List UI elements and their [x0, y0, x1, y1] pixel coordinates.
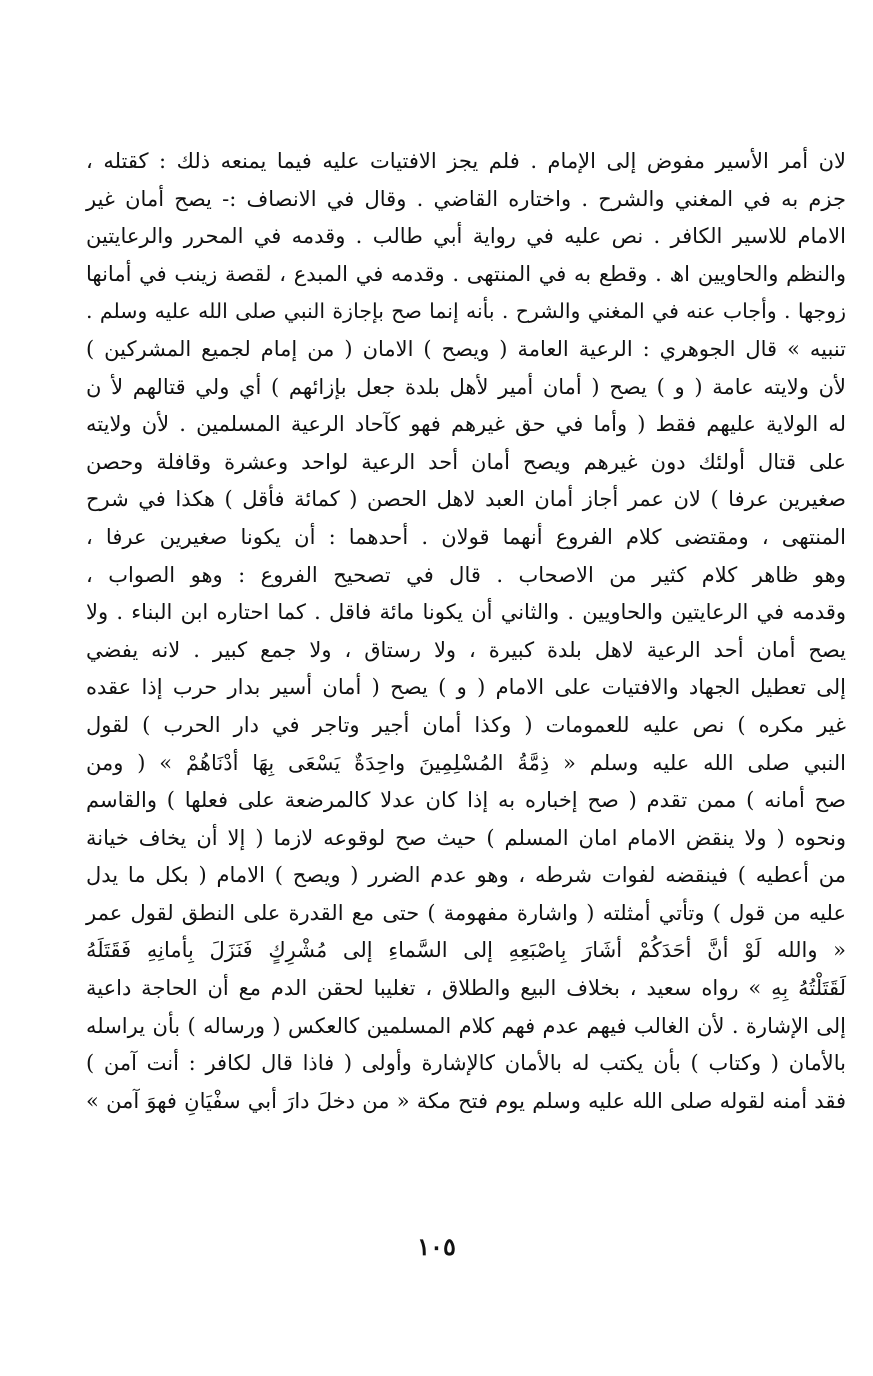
text-line: إلى تعطيل الجهاد والافتيات على الامام ( و ) يصح ( أمان أسير بدار حرب إذا عقده — [86, 675, 846, 700]
text-line: عليه من قول ) وتأتي أمثلته ( واشارة مفهومة ) حتى مع القدرة على النطق لقول عمر — [86, 900, 846, 925]
text-line: فقد أمنه لقوله صلى الله عليه وسلم يوم فتح مكة « من دخلَ دارَ أبي سفْيَانِ فهوَ آمن » — [86, 1088, 846, 1113]
text-line: من أعطيه ) فينقضه لفوات شرطه ، وهو عدم الضرر ( ويصح ) الامام ( بكل ما يدل — [86, 863, 846, 888]
text-line: صغيرين عرفا ) لان عمر أجاز أمان العبد لاهل الحصن ( كمائة فأقل ) هكذا في شرح — [86, 487, 846, 512]
text-line: الامام للاسير الكافر . نص عليه في رواية أبي طالب . وقدمه في المحرر والرعايتين — [86, 224, 846, 249]
page-number: ١٠٥ — [417, 1232, 456, 1261]
text-line: زوجها . وأجاب عنه في المغني والشرح . بأنه إنما صح بإجازة النبي صلى الله عليه وسلم . — [86, 299, 846, 324]
text-line: على قتال أولئك دون غيرهم ويصح أمان أحد الرعية لواحد وعشرة وقافلة وحصن — [86, 449, 846, 474]
text-line: لَقَتَلْتُهُ بِهِ » رواه سعيد ، بخلاف البيع والطلاق ، تغليبا لحقن الدم مع أن الحاجة داعية — [86, 976, 846, 1001]
text-line: تنبيه » قال الجوهري : الرعية العامة ( ويصح ) الامان ( من إمام لجميع المشركين ) — [86, 336, 846, 361]
text-line: غير مكره ) نص عليه للعمومات ( وكذا أمان أجير وتاجر في دار الحرب ) لقول — [86, 712, 846, 737]
text-line: له الولاية عليهم فقط ( وأما في حق غيرهم فهو كآحاد الرعية المسلمين . لأن ولايته — [86, 412, 846, 437]
text-line: « والله لَوْ أنَّ أحَدَكُمْ أشَارَ بِاصْبَعِهِ إلى السَّماءِ إلى مُشْرِكٍ فَنَزَلَ بِأمانِهِ فَقَتَلَهُ — [86, 938, 847, 963]
text-line: ونحوه ( ولا ينقض الامام امان المسلم ) حيث صح لوقوعه لازما ( إلا أن يخاف خيانة — [86, 825, 846, 850]
text-line: المنتهى ، ومقتضى كلام الفروع أنهما قولان . أحدهما : أن يكونا صغيرين عرفا ، — [86, 524, 846, 549]
text-line: والنظم والحاويين اھ . وقطع به في المنتهى . وقدمه في المبدع ، لقصة زينب في أمانها — [86, 261, 846, 286]
text-line: إلى الإشارة . لأن الغالب فيهم عدم فهم كلام المسلمين كالعكس ( ورساله ) بأن يراسله — [86, 1013, 846, 1038]
text-line: صح أمانه ) ممن تقدم ( صح إخباره به إذا كان عدلا كالمرضعة على فعلها ) والقاسم — [86, 788, 846, 813]
text-line: يصح أمان أحد الرعية لاهل بلدة كبيرة ، ولا رستاق ، ولا جمع كبير . لانه يفضي — [86, 637, 846, 662]
text-line: لان أمر الأسير مفوض إلى الإمام . فلم يجز الافتيات عليه فيما يمنعه ذلك : كقتله ، — [86, 149, 846, 173]
text-line: وقدمه في الرعايتين والحاويين . والثاني أن يكونا مائة فاقل . كما احتاره ابن البناء . ولا — [86, 600, 846, 625]
text-line: النبي صلى الله عليه وسلم « ذِمَّةُ المُسْلِمِينَ واحِدَةٌ يَسْعَى بِهَا أدْنَاهُمْ » ( ومن — [86, 750, 846, 775]
body-text — [86, 143, 846, 1120]
text-line: لأن ولايته عامة ( و ) يصح ( أمان أمير لأهل بلدة جعل بإزائهم ) أي ولي قتالهم لأ ن — [86, 374, 846, 399]
text-line: بالأمان ( وكتاب ) بأن يكتب له بالأمان كالإشارة وأولى ( فاذا قال لكافر : أنت آمن ) — [86, 1051, 846, 1076]
text-line: جزم به في المغني والشرح . واختاره القاضي . وقال في الانصاف :- يصح أمان غير — [86, 186, 846, 211]
text-line: وهو ظاهر كلام كثير من الاصحاب . قال في تصحيح الفروع : وهو الصواب ، — [86, 562, 846, 587]
